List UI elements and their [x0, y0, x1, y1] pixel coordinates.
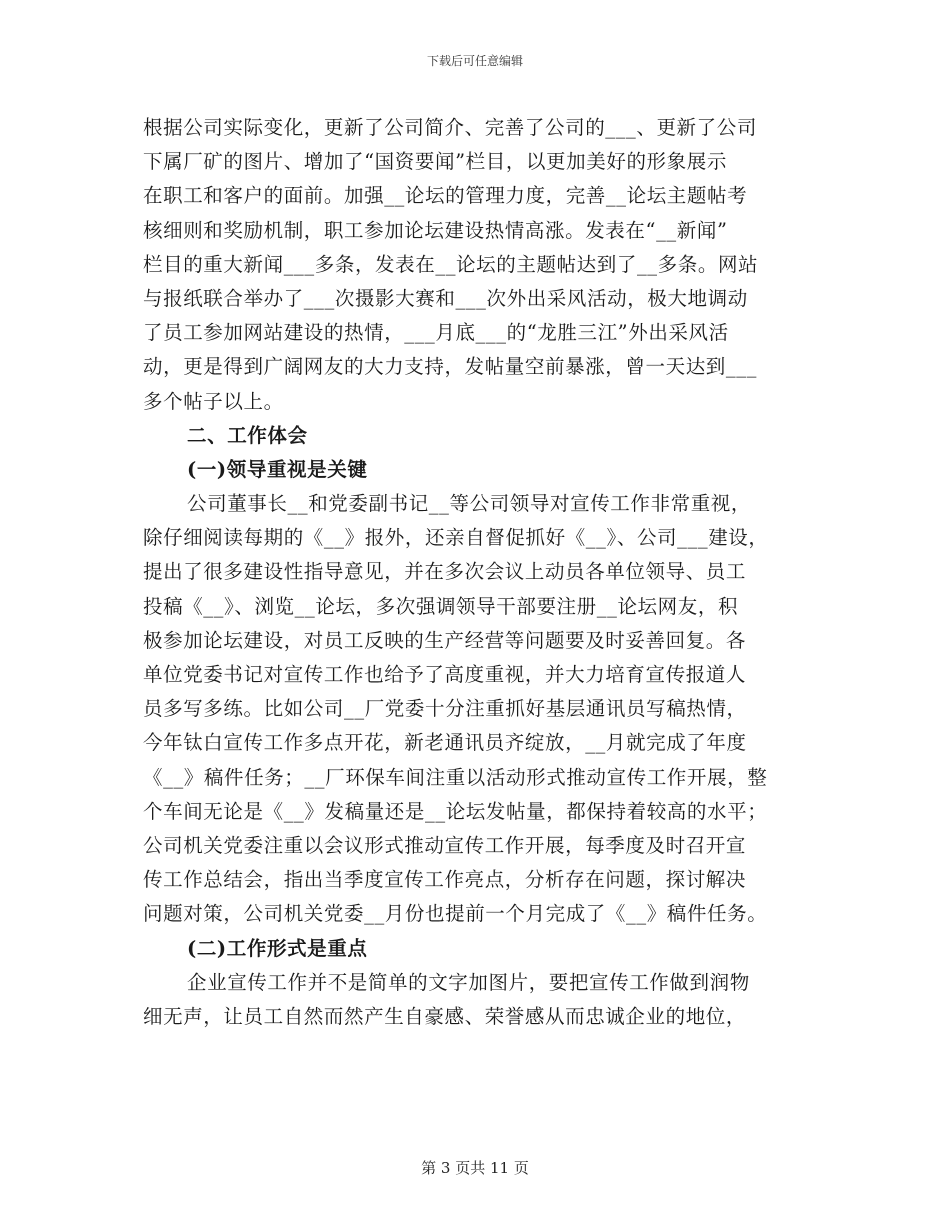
paragraph-line: 在职工和客户的面前。加强__论坛的管理力度，完善__论坛主题帖考	[143, 184, 748, 208]
paragraph-line: 个车间无论是《__》发稿量还是__论坛发帖量，都保持着较高的水平；	[143, 799, 768, 823]
paragraph-line: 了员工参加网站建设的热情，___月底___的“龙胜三江”外出采风活	[143, 321, 729, 345]
section-heading: 二、工作体会	[187, 423, 308, 447]
page-header: 下载后可任意编辑	[426, 54, 523, 68]
paragraph-line: 《__》稿件任务；__厂环保车间注重以活动形式推动宣传工作开展，整	[143, 765, 768, 789]
paragraph-line: 动，更是得到广阔网友的大力支持，发帖量空前暴涨，曾一天达到___	[143, 355, 757, 379]
document-body	[143, 111, 823, 1034]
paragraph-line: 根据公司实际变化，更新了公司简介、完善了公司的___、更新了公司	[143, 116, 757, 139]
paragraph-line: 极参加论坛建设，对员工反映的生产经营等问题要及时妥善回复。各	[143, 628, 747, 652]
paragraph-line: 问题对策，公司机关党委__月份也提前一个月完成了《__》稿件任务。	[143, 902, 768, 926]
paragraph-line: 公司机关党委注重以会议形式推动宣传工作开展，每季度及时召开宣	[143, 833, 747, 857]
paragraph-line: 今年钛白宣传工作多点开花，新老通讯员齐绽放，__月就完成了年度	[143, 731, 747, 755]
paragraph-line: 提出了很多建设性指导意见，并在多次会议上动员各单位领导、员工	[143, 560, 747, 584]
paragraph-line: 与报纸联合举办了___次摄影大赛和___次外出采风活动，极大地调动	[143, 286, 748, 310]
paragraph-line: 单位党委书记对宣传工作也给予了高度重视，并大力培育宣传报道人	[143, 663, 747, 686]
paragraph-line: 除仔细阅读每期的《__》报外，还亲自督促抓好《__》、公司___建设，	[143, 526, 769, 550]
paragraph-line: 栏目的重大新闻___多条，发表在__论坛的主题帖达到了__多条。网站	[143, 252, 759, 276]
paragraph-line: 下属厂矿的图片、增加了“国资要闻”栏目，以更加美好的形象展示	[143, 150, 727, 174]
subsection-heading: (二)工作形式是重点	[187, 936, 368, 960]
paragraph-line: 公司董事长__和党委副书记__等公司领导对宣传工作非常重视，	[187, 492, 752, 516]
paragraph-line: 员多写多练。比如公司__厂党委十分注重抓好基层通讯员写稿热情，	[143, 697, 747, 721]
page-footer: 第 3 页共 11 页	[421, 1159, 529, 1177]
paragraph-line: 细无声，让员工自然而然产生自豪感、荣誉感从而忠诚企业的地位，	[143, 1004, 747, 1028]
subsection-heading: (一)领导重视是关键	[187, 457, 368, 481]
paragraph-line: 投稿《__》、浏览__论坛，多次强调领导干部要注册__论坛网友，积	[143, 594, 739, 618]
paragraph-line: 多个帖子以上。	[143, 389, 284, 413]
paragraph-line: 企业宣传工作并不是简单的文字加图片，要把宣传工作做到润物	[187, 970, 750, 994]
paragraph-line: 核细则和奖励机制，职工参加论坛建设热情高涨。发表在“__新闻”	[143, 218, 728, 242]
paragraph-line: 传工作总结会，指出当季度宣传工作亮点，分析存在问题，探讨解决	[143, 868, 747, 892]
